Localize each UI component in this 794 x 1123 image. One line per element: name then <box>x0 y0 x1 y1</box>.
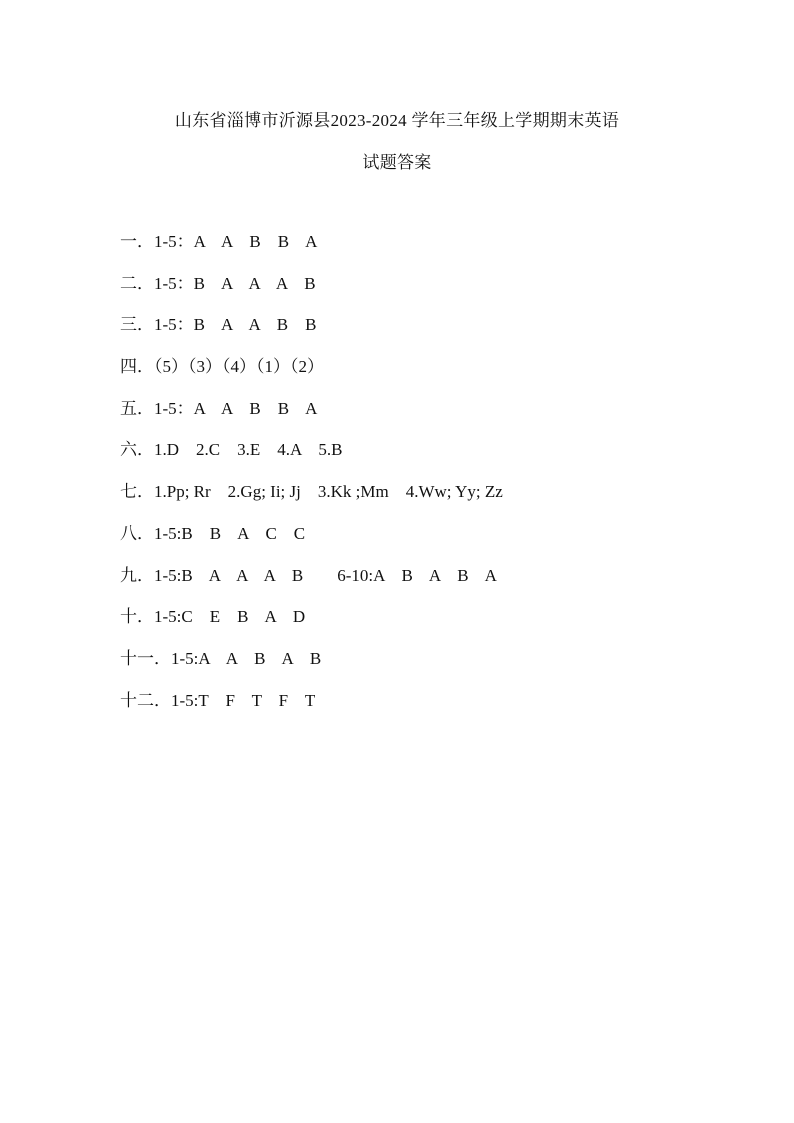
answer-row-8: 八．1-5:B B A C C <box>120 523 306 543</box>
answer-row-4: 四．（5）（3）（4）（1）（2） <box>120 357 324 377</box>
document-title: 山东省淄博市沂源县2023-2024 学年三年级上学期期末英语 <box>174 111 620 130</box>
answer-row-5: 五．1-5：A A B B A <box>120 398 318 418</box>
answer-row-7: 七．1.Pp; Rr 2.Gg; Ii; Jj 3.Kk ;Mm 4.Ww; Yy; Zz <box>120 482 503 502</box>
answer-row-6: 六．1.D 2.C 3.E 4.A 5.B <box>120 440 343 460</box>
answer-row-11: 十一．1-5:A A B A B <box>120 648 322 668</box>
answer-row-1: 一．1-5：A A B B A <box>120 232 318 251</box>
answer-row-3: 三．1-5：B A A B B <box>120 315 317 335</box>
answer-row-10: 十．1-5:C E B A D <box>120 607 306 627</box>
answer-row-12: 十二．1-5:T F T F T <box>120 690 316 710</box>
document-subtitle: 试题答案 <box>362 153 432 172</box>
answer-row-9: 九．1-5:B A A A B 6-10:A B A B A <box>120 565 497 585</box>
answer-row-2: 二．1-5：B A A A B <box>120 273 316 293</box>
answer-list <box>120 231 760 731</box>
